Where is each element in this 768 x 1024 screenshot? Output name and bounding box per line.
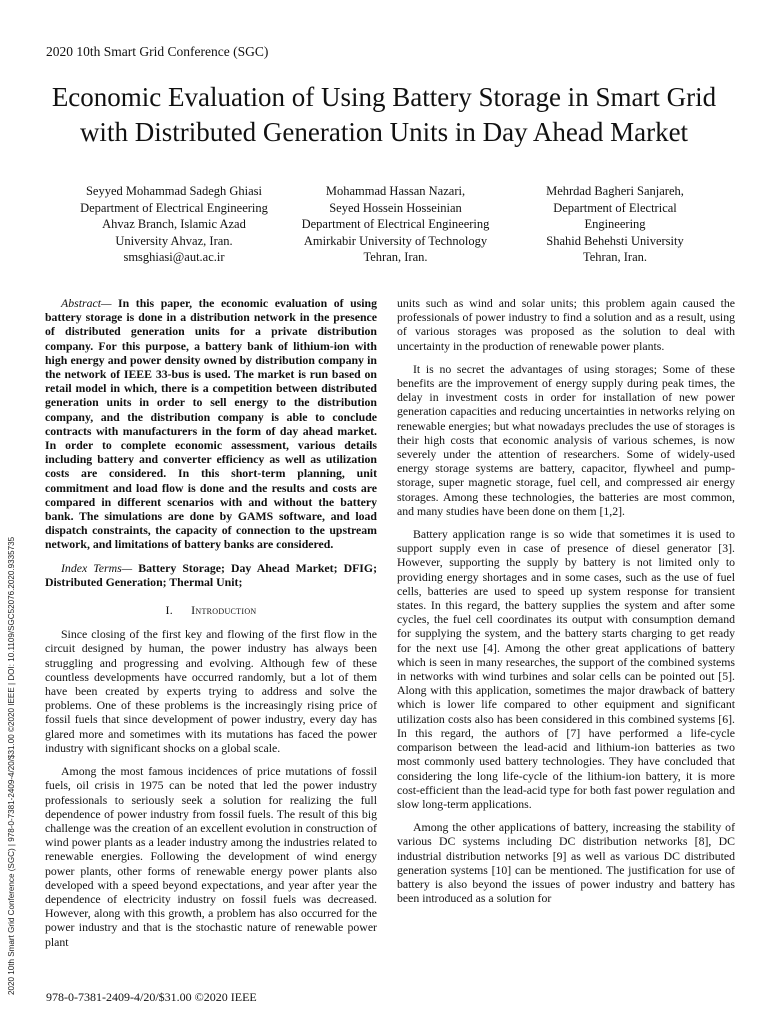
conference-header: 2020 10th Smart Grid Conference (SGC) [46,44,269,59]
author-2-university: Amirkabir University of Technology [303,233,488,248]
right-paragraph-4: Among the other applications of battery, increasing the stability of various DC systems including DC distribution networks [8], DC industrial distribution networks [9] as well as various DC distributed generation systems [10] can be mentioned. The justification for use of battery is also beyond the issues of power industry and battery has been introduced as a solution for [397,820,735,906]
section-heading [45,603,377,617]
abstract [45,296,377,552]
section-number: I. [165,603,174,618]
author-3-university: Shahid Behehsti University [546,233,684,248]
right-paragraph-1: units such as wind and solar units; this problem again caused the professionals of power industry to find a solution and as a result, using of various storages was proposed as the solution to deal with uncertainty in the production of renewable power plants. [397,296,735,353]
author-1-name: Seyyed Mohammad Sadegh Ghiasi [85,184,262,198]
right-paragraph-2: It is no secret the advantages of using storages; Some of these benefits are the improvement of energy supply during peak times, the delay in investment costs in order for installation of new power generation capacities and reducing uncertainties in networks relying on renewable energies; but what nowadays precludes the use of storages is their high costs that economic analysis of various schemes, is now severely under the attention of researchers. Some of widely-used energy storage systems are battery, capacitor, flywheel and pump-storage, super magnetic storage, fuel cell, and compressed air energy storages. Among these technologies, the batteries are most common, and many studies have been done on them [1,2]. [397,361,735,518]
author-2-dept: Department of Electrical Engineering [301,217,490,231]
abstract-label: Abstract— [61,296,112,310]
author-3-city: Tehran, Iran. [582,250,648,264]
copyright-footer: 978-0-7381-2409-4/20/$31.00 ©2020 IEEE [46,990,257,1004]
right-paragraph-3: Battery application range is so wide that sometimes it is used to support supply even in case of presence of diesel generator [3]. However, supporting the supply by battery is not limited only to providing energy shortages and in some cases, such as the use of fuel cells, batteries are used to speed up system response for transient states. In this regard, the battery supplies the system and after some cycles, the fuel cell coordinates its output with consumption demand for supplying the system, and the battery starts charging to get ready for the next use [4]. Among the other great applications of battery which is seen in many researches, the support of the combined systems in networks with wind turbines and solar cells can be pointed out [5]. Along with this application, sometimes the major drawback of battery which is lower life compared to other equipment and significant utilization costs also has been considered in this combined systems [6]. In this regard, the authors of [7] have performed a life-cycle comparison between the lead-acid and lithium-ion batteries as two most commonly used battery technologies. They have concluded that considering the long life-cycle of the lithium-ion battery, it is more cost-efficient than the lead-acid type for both fast power regulation and slow long-term applications. [397,527,735,811]
left-column [45,296,377,958]
left-paragraph-2: Among the most famous incidences of price mutations of fossil fuels, oil crisis in 1975 can be noted that led the power industry professionals to seriously seek a solution for realizing the full dependence of power industry from fossil fuels. The result of this big challenge was the creation of an excellent evolution in construction of wind power plants as a leader industry among the industries related to renewable energies. Following the development of wind energy power plants, other forms of renewable energy power plants also developed with a speed beyond expectations, and year after year the dependence of electricity industry on fossil fuels was decreased. However, along with this growth, a problem has also occurred for the power industry and that is the stochastic nature of renewable power plant [45,764,377,949]
index-terms-label: Index Terms— [61,560,133,575]
index-terms-text: Battery Storage; Day Ahead Market; DFIG; Distributed Generation; Thermal Unit; [45,560,377,589]
section-title: Introduction [191,603,257,618]
author-3-name: Mehrdad Bagheri Sanjareh, [546,184,684,198]
author-block-2 [283,183,508,266]
author-1-dept: Department of Electrical Engineering [80,200,268,215]
author-3-dept: Department of Electrical [553,200,677,215]
left-paragraph-1: Since closing of the first key and flowing of the first flow in the circuit designed by human, the power industry has always been struggling and progressing and evolving. Although few of these countless developments have occurred randomly, but a lot of them have been created by experts trying to address and solve the problems. One of these problems is the increasingly rising price of fossil fuels that since development of power industry, every day has glared more and sometimes with its mutations has faced the power industry with significant shocks on a global scale. [45,627,377,755]
author-2-name-2: Seyed Hossein Hosseinian [329,200,462,215]
author-1-university: University Ahvaz, Iran. [115,233,233,248]
author-2-name: Mohammad Hassan Nazari, [325,184,466,198]
doi-sidebar: 2020 10th Smart Grid Conference (SGC) | 978-0-7381-2409-4/20/$31.00 ©2020 IEEE | DOI: 10.1109/SGC52076.2020.9335735 [7,536,16,995]
author-block-3 [515,183,715,266]
author-3-dept-2: Engineering [584,217,646,231]
index-terms [45,561,377,589]
author-1-branch: Ahvaz Branch, Islamic Azad [102,217,246,231]
author-1-email: smsghiasi@aut.ac.ir [123,250,225,264]
author-block-1 [58,183,290,266]
paper-title: Economic Evaluation of Using Battery Storage in Smart Grid with Distributed Generation Units in Day Ahead Market [51,82,717,147]
abstract-text: In this paper, the economic evaluation of using battery storage is done in a distribution network in the presence of distributed generation units for a private distribution company. For this purpose, a battery bank of lithium-ion with high energy and power density owned by distribution company in the network of IEEE 33-bus is used. The market is run based on retail model in which, there is a competition between distributed generation units in order to sell energy to the distribution company, and the distribution company is able to conclude contracts with manufacturers in the form of day ahead market. In order to complete economic assessment, various details including battery and converter efficiency as well as utilization costs are considered. In this short-term planning, unit commitment and load flow is done and the results and costs are compared in different scenarios with and without the battery bank. The simulations are done by GAMS software, and load dispatch constraints, the capacity of connection to the upstream network, and limitations of battery banks are considered. [45,296,377,552]
right-column [397,296,735,914]
author-2-city: Tehran, Iran. [363,250,428,264]
